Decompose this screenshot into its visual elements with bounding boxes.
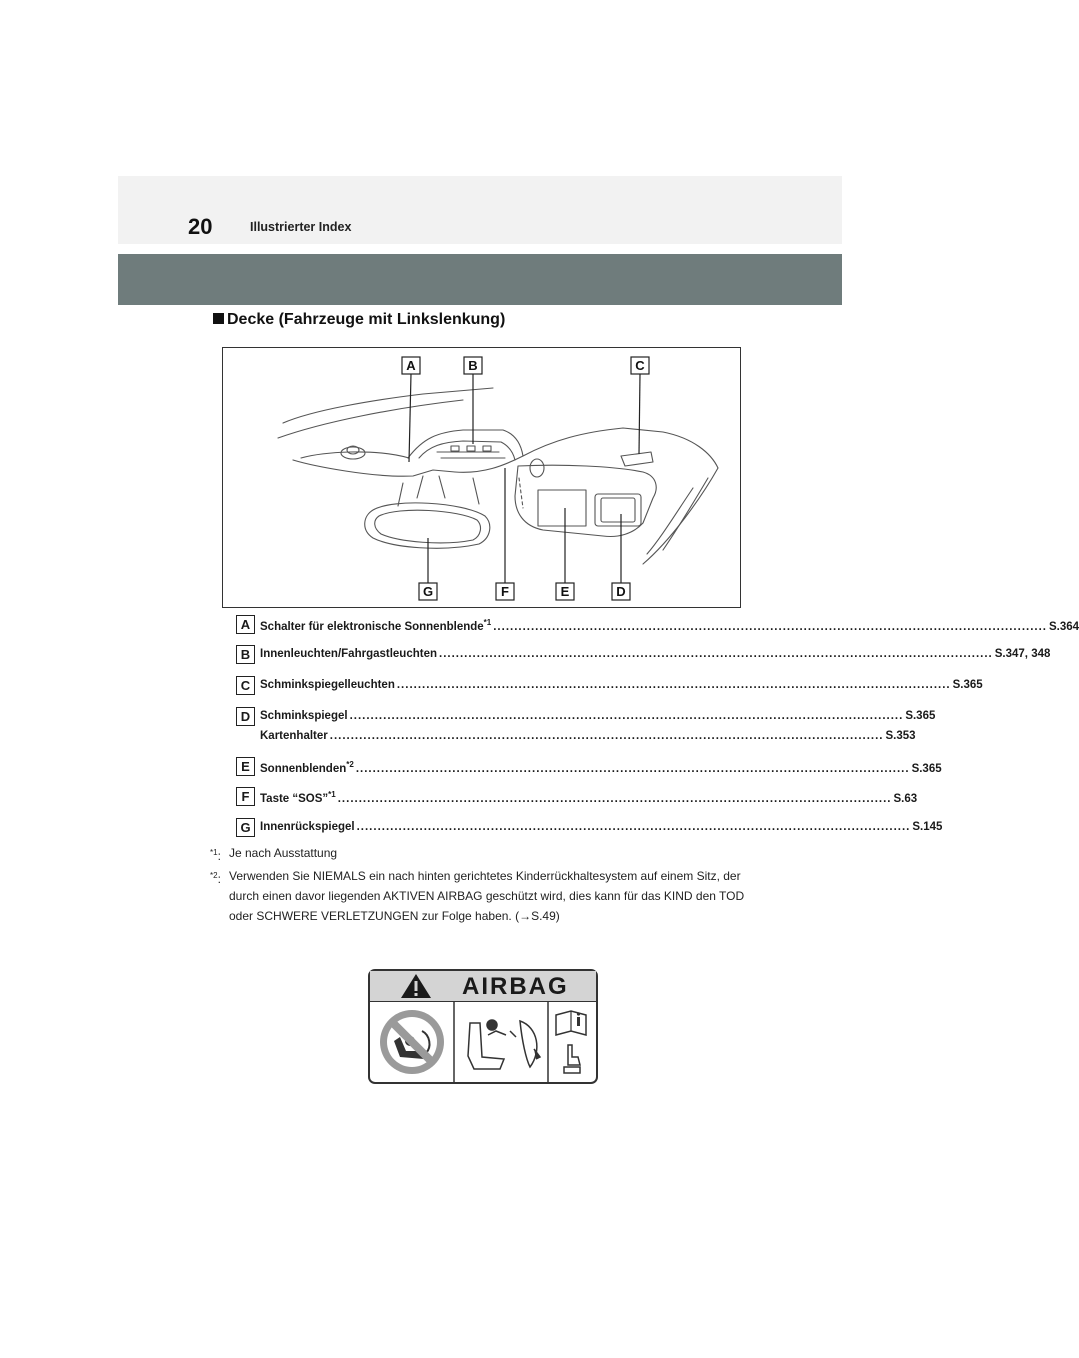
square-bullet-icon [213, 313, 224, 324]
legend-entry [260, 730, 916, 742]
legend-key-g: G [236, 818, 255, 837]
entry-label: Schalter für elektronische Sonnenblende [260, 620, 484, 633]
legend-key-f: F [236, 787, 255, 806]
leader-dots: .................................................................................................................................... [356, 821, 911, 833]
entry-label: Taste “SOS” [260, 792, 329, 805]
footnote-text: Verwenden Sie NIEMALS ein nach hinten gerichtetes Kinderrückhaltesystem auf einem Sitz, der durch einen davor liegenden AKTIVEN AIRBAG geschützt wird, dies kann für das KIND den TOD oder SCHWERE VERLETZUNGEN zur Folge haben. (→S.49) [229, 869, 745, 923]
ceiling-drawing [223, 348, 740, 607]
legend-item-e [236, 757, 942, 777]
legend-key-c: C [236, 676, 255, 695]
legend-key-e: E [236, 757, 255, 776]
legend-item-b [236, 645, 1051, 665]
leader-dots: .................................................................................................................................... [493, 620, 1047, 633]
legend-item-c [236, 676, 983, 696]
leader-dots: .................................................................................................................................... [396, 679, 951, 691]
callout-b: B [468, 358, 478, 373]
leader-dots: .................................................................................................................................... [349, 710, 904, 722]
legend-entry [260, 821, 943, 833]
callout-a: A [406, 358, 416, 373]
legend-entry [260, 679, 983, 691]
legend-item-f [236, 787, 918, 807]
legend-entry [260, 618, 1079, 633]
page-reference-link[interactable]: S.347, 348 [994, 648, 1051, 660]
entry-label: Schminkspiegelleuchten [260, 679, 395, 691]
entry-label: Kartenhalter [260, 730, 328, 742]
callout-d: D [616, 584, 626, 599]
footnote-mark: *1 [210, 848, 218, 857]
footnote-mark: *2 [210, 871, 218, 880]
legend-item-a [236, 615, 1079, 635]
page-reference-link[interactable]: S.365 [952, 679, 983, 691]
legend-entry [260, 790, 918, 805]
callout-g: G [422, 584, 434, 599]
leader-dots: .................................................................................................................................... [329, 730, 884, 742]
page-reference-link[interactable]: S.353 [885, 730, 916, 742]
entry-label: Sonnenblenden [260, 762, 347, 775]
callout-f: F [501, 584, 509, 599]
airbag-warning-label [368, 969, 598, 1084]
entry-footnote-mark: *1 [483, 618, 492, 627]
legend-entry [260, 710, 936, 722]
airbag-label-header [370, 971, 596, 1002]
page-number: 20 [188, 214, 213, 239]
page-reference-link[interactable]: S.63 [893, 792, 918, 805]
ceiling-illustration [222, 347, 741, 608]
warning-triangle-icon [398, 971, 434, 1001]
page-reference-link[interactable]: S.145 [912, 821, 943, 833]
airbag-word: AIRBAG [462, 973, 569, 1000]
legend-item-g [236, 818, 943, 838]
page-reference-link[interactable]: S.365 [905, 710, 936, 722]
callout-e: E [560, 584, 570, 599]
legend-key-d: D [236, 707, 255, 726]
legend-item-d [236, 707, 936, 747]
legend-key-b: B [236, 645, 255, 664]
legend-entry [260, 760, 942, 775]
leader-dots: .................................................................................................................................... [439, 648, 993, 660]
entry-label: Innenleuchten/Fahrgastleuchten [260, 648, 437, 660]
page-reference-link[interactable]: S.364 [1048, 620, 1079, 633]
page-reference-link[interactable]: S.365 [911, 762, 942, 775]
legend-key-a: A [236, 615, 255, 634]
entry-footnote-mark: *1 [328, 790, 336, 799]
header-band [118, 254, 842, 305]
entry-label: Innenrückspiegel [260, 821, 355, 833]
callout-c: C [635, 358, 645, 373]
read-manual-icon [556, 1011, 586, 1073]
footnote-text: Je nach Ausstattung [229, 846, 338, 860]
entry-label: Schminkspiegel [260, 710, 348, 722]
section-title: Illustrierter Index [250, 220, 352, 234]
seat-airbag-icon [468, 1020, 540, 1069]
subsection-heading: Decke (Fahrzeuge mit Linkslenkung) [213, 311, 505, 329]
legend-entry [260, 648, 1051, 660]
leader-dots: .................................................................................................................................... [355, 762, 910, 775]
entry-footnote-mark: *2 [346, 760, 354, 769]
leader-dots: .................................................................................................................................... [337, 792, 892, 805]
header-top-bar [118, 176, 842, 244]
airbag-pictograms [370, 1001, 596, 1082]
no-rear-facing-child-seat-icon [380, 1010, 444, 1074]
